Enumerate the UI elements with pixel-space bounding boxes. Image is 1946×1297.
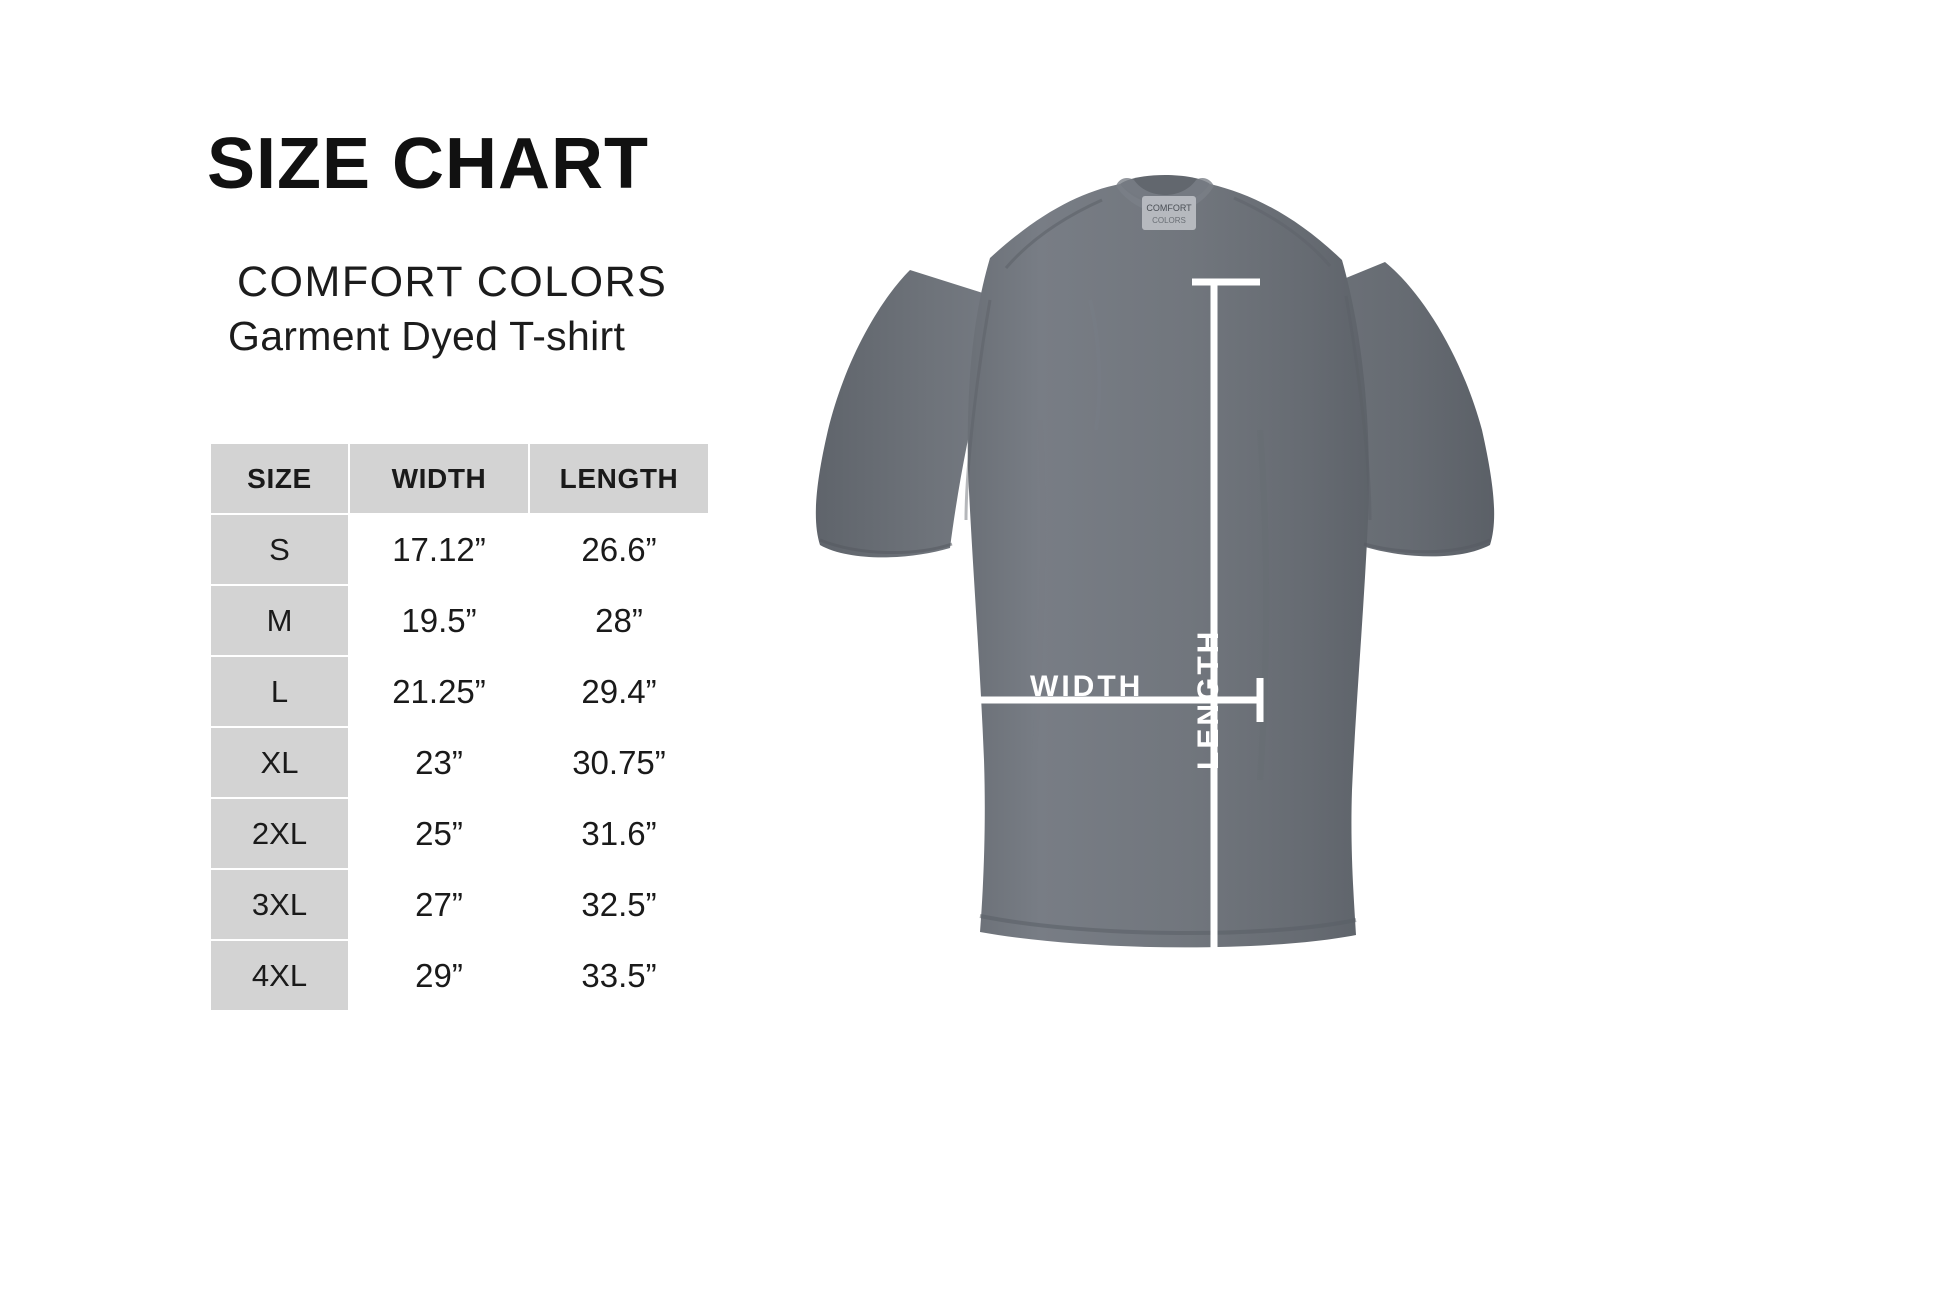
tshirt-diagram — [790, 0, 1946, 1297]
table-row — [210, 585, 709, 656]
cell-width: 27” — [349, 869, 529, 940]
cell-length: 31.6” — [529, 798, 709, 869]
cell-size: XL — [210, 727, 349, 798]
table-row — [210, 514, 709, 585]
page-title: SIZE CHART — [207, 124, 649, 204]
cell-size: 3XL — [210, 869, 349, 940]
cell-length: 28” — [529, 585, 709, 656]
table-row — [210, 798, 709, 869]
cell-width: 25” — [349, 798, 529, 869]
table-row — [210, 869, 709, 940]
table-row — [210, 727, 709, 798]
cell-length: 33.5” — [529, 940, 709, 1011]
product-name: Garment Dyed T-shirt — [228, 313, 626, 359]
cell-length: 26.6” — [529, 514, 709, 585]
table-row — [210, 940, 709, 1011]
cell-width: 21.25” — [349, 656, 529, 727]
table-header-row — [210, 443, 709, 514]
length-measure-label: LENGTH — [1192, 628, 1225, 770]
cell-width: 23” — [349, 727, 529, 798]
width-measure-label: WIDTH — [1030, 670, 1144, 703]
cell-size: 4XL — [210, 940, 349, 1011]
cell-size: S — [210, 514, 349, 585]
cell-width: 29” — [349, 940, 529, 1011]
cell-width: 17.12” — [349, 514, 529, 585]
column-header-length: LENGTH — [529, 443, 709, 514]
cell-size: M — [210, 585, 349, 656]
neck-tag-line1: COMFORT — [1146, 203, 1192, 213]
table-row — [210, 656, 709, 727]
column-header-width: WIDTH — [349, 443, 529, 514]
cell-length: 32.5” — [529, 869, 709, 940]
brand-name: COMFORT COLORS — [237, 258, 668, 306]
cell-size: L — [210, 656, 349, 727]
cell-length: 30.75” — [529, 727, 709, 798]
neck-tag-line2: COLORS — [1152, 216, 1186, 225]
size-chart-info-panel — [0, 0, 820, 1297]
tshirt-illustration — [790, 0, 1946, 1297]
column-header-size: SIZE — [210, 443, 349, 514]
cell-width: 19.5” — [349, 585, 529, 656]
cell-size: 2XL — [210, 798, 349, 869]
cell-length: 29.4” — [529, 656, 709, 727]
size-chart-table — [209, 442, 710, 1012]
